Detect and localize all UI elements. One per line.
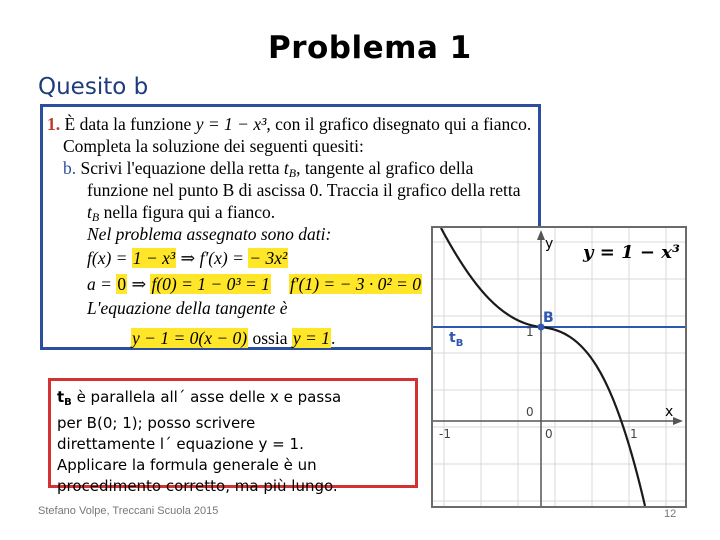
tangent-label: $t_B$ [449, 330, 464, 349]
equation-label: y = 1 − x³ [583, 242, 680, 263]
problem-line-6: Nel problema assegnato sono dati: [87, 224, 332, 244]
x-axis-arrow [673, 417, 683, 425]
problem-text: . [330, 328, 336, 348]
problem-line-9: L'equazione della tangente è [87, 298, 288, 318]
note-tb-sub: B [64, 397, 72, 408]
problem-text: ossia [248, 328, 292, 348]
highlight-derivative: − 3x² [249, 248, 288, 268]
y-axis-arrow [537, 230, 545, 240]
point-b-label: B [543, 310, 554, 326]
graph-canvas [433, 228, 685, 506]
highlight-abscissa: 0 [117, 274, 127, 294]
slide-subtitle: Quesito b [38, 74, 149, 100]
implies-arrow: ⇒ [176, 248, 200, 268]
tangent-symbol: t [283, 158, 289, 178]
problem-number: 1. [47, 114, 61, 134]
highlight-tangent-formula: y − 1 = 0(x − 0) [132, 328, 248, 348]
function-equation: y = 1 − x³ [195, 114, 267, 134]
tangent-symbol: t [87, 202, 92, 222]
note-text: è parallela all´ asse delle x e passa per B(0; 1); posso scrivere direttamente l´ equazione y = 1. Applicare la formula generale è un procedimento corretto, ma più lungo. [57, 388, 342, 495]
page-number: 12 [664, 508, 677, 520]
problem-text: , con il grafico disegnato qui a fianco. [266, 114, 532, 134]
problem-line-4: funzione nel punto B di ascissa 0. Traccia il grafico della retta [87, 180, 521, 200]
tick-x-neg1: -1 [439, 427, 451, 441]
problem-text: Scrivi l'equazione della retta [80, 158, 284, 178]
graph-grid [433, 228, 685, 506]
implies-arrow: ⇒ [127, 274, 151, 294]
tick-x-1: 1 [630, 427, 638, 441]
question-letter: b. [63, 158, 77, 178]
x-axis-label: x [665, 404, 674, 420]
slide-title: Problema 1 [268, 30, 472, 66]
function-def: f(x) = [87, 248, 132, 268]
y-axis-label: y [545, 236, 554, 252]
tick-y-1: 1 [526, 325, 534, 339]
derivative-def: f′(x) = [199, 248, 249, 268]
function-graph [431, 226, 687, 508]
problem-line-10 [131, 327, 335, 349]
problem-text: , tangente al grafico della [296, 158, 474, 178]
tick-x-0: 0 [545, 427, 553, 441]
footer-credit: Stefano Volpe, Treccani Scuola 2015 [38, 505, 219, 517]
problem-line-2: Completa la soluzione dei seguenti quesiti: [63, 136, 364, 156]
problem-line-8 [87, 273, 422, 295]
abscissa-def: a = [87, 274, 117, 294]
highlight-tangent-result: y = 1 [292, 328, 330, 348]
tick-origin: 0 [526, 405, 534, 419]
note-tb: t [57, 388, 65, 406]
problem-text: nella figura qui a fianco. [99, 202, 276, 222]
highlight-fprime: f′(1) = − 3 · 0² = 0 [289, 274, 421, 294]
problem-line-1 [47, 113, 531, 135]
tangent-subscript: B [288, 166, 297, 180]
tangent-subscript: B [91, 210, 100, 224]
problem-line-7 [87, 247, 288, 269]
explanation-note [48, 378, 418, 495]
problem-text: È data la funzione [64, 114, 196, 134]
highlight-function: 1 − x³ [132, 248, 176, 268]
highlight-f0: f(0) = 1 − 0³ = 1 [151, 274, 270, 294]
